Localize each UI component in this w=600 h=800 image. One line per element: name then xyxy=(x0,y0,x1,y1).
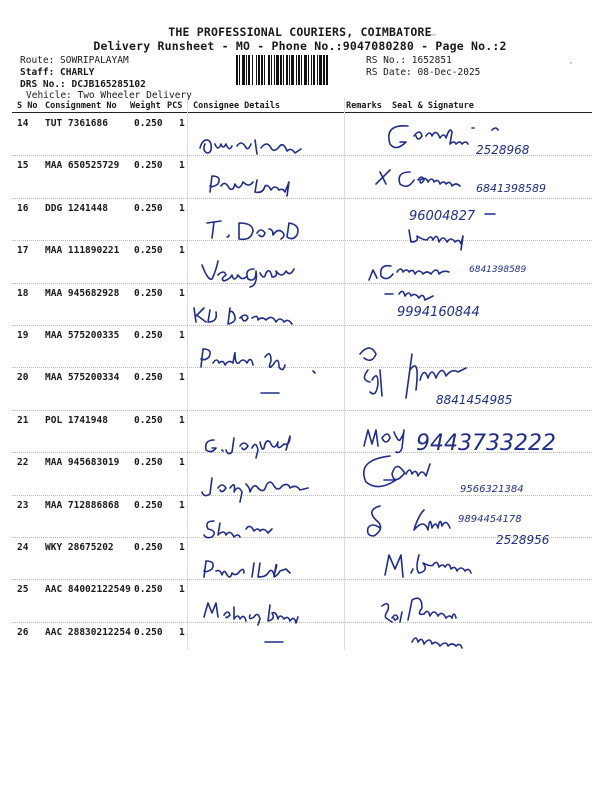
consignment-number: TUT 7361686 xyxy=(45,118,108,129)
col-pcs: PCS xyxy=(167,101,183,111)
vehicle-label: Vehicle: Two Wheeler Delivery xyxy=(26,90,192,101)
barcode-bar xyxy=(261,55,263,85)
phone-number: 9443733222 xyxy=(416,431,556,456)
pcs-value: 1 xyxy=(179,414,185,426)
receiver-signature xyxy=(350,340,590,410)
rs-number: RS No.: 1652851 xyxy=(366,55,452,66)
consignee-signature xyxy=(205,215,335,245)
barcode-bar xyxy=(280,55,282,85)
col-sno: S No xyxy=(17,101,38,111)
pcs-value: 1 xyxy=(179,287,185,299)
scan-mark: · xyxy=(568,58,575,69)
pcs-value: 1 xyxy=(179,118,185,129)
barcode-bar xyxy=(258,55,260,85)
serial-number: 18 xyxy=(17,287,29,299)
consignment-number: MAA 575200334 xyxy=(45,372,120,384)
weight-value: 0.250 xyxy=(134,245,163,257)
serial-number: 25 xyxy=(17,584,29,596)
serial-number: 16 xyxy=(17,202,29,214)
barcode-bar xyxy=(286,55,288,85)
drs-number: DRS No.: DCJB165285102 xyxy=(20,79,146,90)
col-seal-signature: Seal & Signature xyxy=(392,101,474,111)
phone-number: 9894454178 xyxy=(458,514,522,525)
consignment-number: MAA 650525729 xyxy=(45,160,120,172)
consignment-number: POL 1741948 xyxy=(45,414,108,426)
phone-number: 9994160844 xyxy=(397,305,480,320)
pcs-value: 1 xyxy=(179,202,185,214)
consignment-number: AAC 28830212254 xyxy=(45,626,131,638)
weight-value: 0.250 xyxy=(134,118,163,129)
staff-label: Staff: CHARLY xyxy=(20,67,95,78)
barcode-bar xyxy=(268,55,270,85)
serial-number: 20 xyxy=(17,372,29,384)
col-consignee: Consignee Details xyxy=(193,101,280,111)
phone-number: 96004827 xyxy=(409,209,476,224)
consignee-signature xyxy=(198,255,328,287)
consignee-signature xyxy=(198,472,338,502)
barcode-bar xyxy=(317,55,318,85)
barcode-image xyxy=(236,55,362,85)
weight-value: 0.250 xyxy=(134,202,163,214)
barcode-bar xyxy=(246,55,247,85)
consignee-signature xyxy=(200,513,330,543)
barcode-bar xyxy=(236,55,238,85)
receiver-signature xyxy=(378,590,548,660)
barcode-bar xyxy=(289,55,290,85)
phone-number: 6841398589 xyxy=(476,182,546,195)
barcode-bar xyxy=(298,55,300,85)
barcode-bar xyxy=(323,55,325,85)
runsheet-subtitle: Delivery Runsheet - MO - Phone No.:9047080280 - Page No.:2 xyxy=(93,39,507,53)
barcode-bar xyxy=(291,55,294,85)
pcs-value: 1 xyxy=(179,584,185,596)
weight-value: 0.250 xyxy=(134,287,163,299)
barcode-bar xyxy=(311,55,312,85)
col-consignment: Consignment No xyxy=(45,101,117,111)
pcs-value: 1 xyxy=(179,330,185,341)
consignee-signature xyxy=(205,170,345,200)
weight-value: 0.250 xyxy=(134,330,163,341)
consignment-number: MAA 945682928 xyxy=(45,287,120,299)
consignment-number: MAA 575200335 xyxy=(45,330,120,341)
barcode-bar xyxy=(301,55,302,85)
consignee-signature xyxy=(195,130,335,160)
weight-value: 0.250 xyxy=(134,584,163,596)
barcode-bar xyxy=(274,55,275,85)
consignment-number: MAA 945683019 xyxy=(45,457,120,469)
receiver-signature xyxy=(360,452,590,497)
receiver-signature xyxy=(374,162,579,202)
weight-value: 0.250 xyxy=(134,457,163,469)
consignment-number: WKY 28675202 xyxy=(45,542,114,553)
serial-number: 14 xyxy=(17,118,29,129)
phone-number: 2528968 xyxy=(476,143,530,157)
col-weight: Weight xyxy=(130,101,161,111)
serial-number: 19 xyxy=(17,330,29,341)
barcode-bar xyxy=(248,55,250,85)
phone-number: 8841454985 xyxy=(436,393,513,407)
barcode-bar xyxy=(313,55,315,85)
phone-number: 9566321384 xyxy=(460,484,524,495)
consignee-signature xyxy=(190,300,320,330)
serial-number: 17 xyxy=(17,245,29,257)
pcs-value: 1 xyxy=(179,245,185,257)
scan-mark: ~ xyxy=(430,30,437,41)
rs-date: RS Date: 08-Dec-2025 xyxy=(366,67,481,78)
serial-number: 23 xyxy=(17,499,29,511)
barcode-bar xyxy=(283,55,284,85)
consignee-signature xyxy=(262,637,292,647)
barcode-bar xyxy=(276,55,279,85)
consignment-number: AAC 84002122549 xyxy=(45,584,131,596)
consignment-number: MAA 712886868 xyxy=(45,499,120,511)
pcs-value: 1 xyxy=(179,160,185,172)
pcs-value: 1 xyxy=(179,626,185,638)
receiver-signature xyxy=(380,118,580,160)
weight-value: 0.250 xyxy=(134,499,163,511)
company-title: THE PROFESSIONAL COURIERS, COIMBATORE xyxy=(168,25,432,39)
barcode-bar xyxy=(271,55,272,85)
barcode-bar xyxy=(242,55,245,85)
barcode-bar xyxy=(239,55,240,85)
serial-number: 21 xyxy=(17,414,29,426)
serial-number: 22 xyxy=(17,457,29,469)
barcode-bar xyxy=(264,55,265,85)
phone-number: 2528956 xyxy=(496,533,550,547)
barcode-bar xyxy=(252,55,253,85)
consignee-signature xyxy=(258,388,288,398)
receiver-signature xyxy=(405,202,580,250)
barcode-bar xyxy=(319,55,322,85)
col-remarks: Remarks xyxy=(346,101,382,111)
serial-number: 24 xyxy=(17,542,29,553)
consignee-signature xyxy=(198,555,338,585)
consignee-signature xyxy=(200,430,340,460)
barcode-bar xyxy=(326,55,328,85)
pcs-value: 1 xyxy=(179,499,185,511)
phone-number: 6841398589 xyxy=(469,265,527,275)
barcode-bar xyxy=(308,55,309,85)
weight-value: 0.250 xyxy=(134,626,163,638)
barcode-bar xyxy=(256,55,257,85)
barcode-bar xyxy=(296,55,297,85)
weight-value: 0.250 xyxy=(134,414,163,426)
receiver-signature xyxy=(365,250,565,322)
consignee-signature xyxy=(200,597,340,627)
barcode-bar xyxy=(304,55,307,85)
serial-number: 26 xyxy=(17,626,29,638)
pcs-value: 1 xyxy=(179,542,185,553)
weight-value: 0.250 xyxy=(134,542,163,553)
route-label: Route: SOWRIPALAYAM xyxy=(20,55,129,66)
consignment-number: MAA 111890221 xyxy=(45,245,120,257)
weight-value: 0.250 xyxy=(134,160,163,172)
consignment-number: DDG 1241448 xyxy=(45,202,108,214)
consignee-signature xyxy=(195,345,335,375)
pcs-value: 1 xyxy=(179,372,185,384)
receiver-signature xyxy=(375,545,525,585)
weight-value: 0.250 xyxy=(134,372,163,384)
pcs-value: 1 xyxy=(179,457,185,469)
serial-number: 15 xyxy=(17,160,29,172)
